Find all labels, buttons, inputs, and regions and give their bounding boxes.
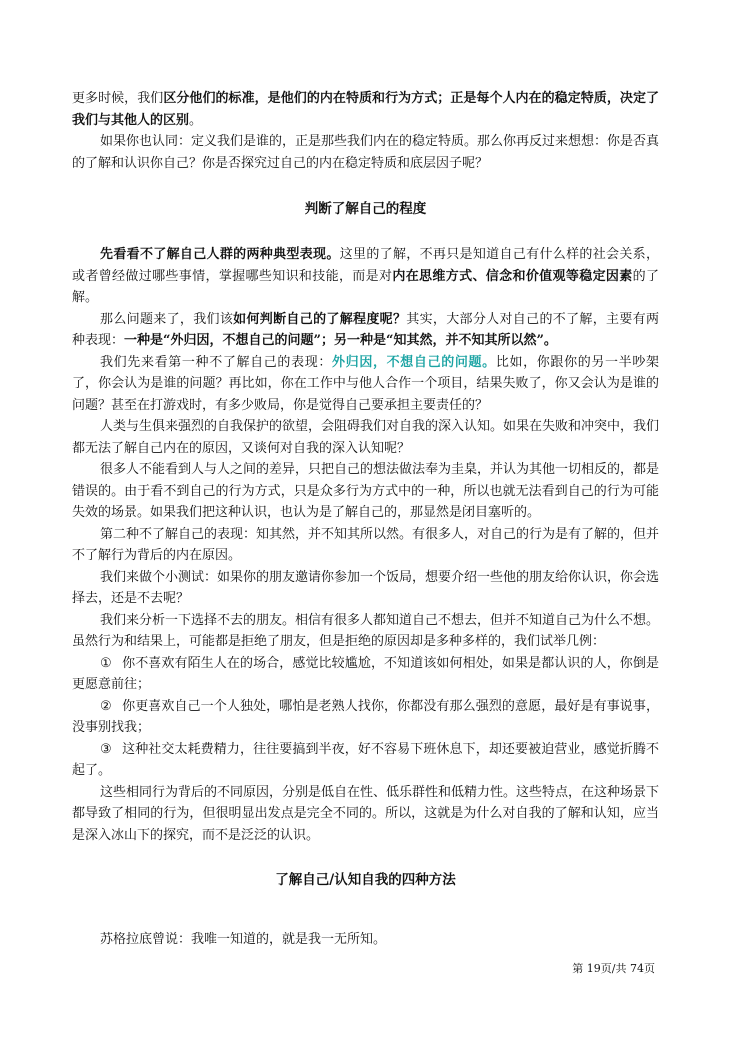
- paragraph-3: 先看看不了解自己人群的两种典型表现。这里的了解，不再只是知道自己有什么样的社会关系，或者曾经做过哪些事情，掌握哪些知识和技能，而是对内在思维方式、信念和价值观等稳定因素的了解。: [72, 247, 659, 305]
- paragraph-6: 人类与生俱来强烈的自我保护的欲望，会阻碍我们对自我的深入认知。如果在失败和冲突中，我们都无法了解自己内在的原因，又谈何对自我的深入认知呢？: [72, 419, 660, 456]
- bold-text: 区分他们的标准，是他们的内在特质和行为方式；正是每个人内在的稳定特质，决定了我们与其他人的区别: [72, 91, 659, 128]
- section-heading-judge: 判断了解自己的程度: [304, 201, 427, 217]
- paragraph-5: 我们先来看第一种不了解自己的表现：外归因，不想自己的问题。比如，你跟你的另一半吵架了，你会认为是谁的问题？再比如，你在工作中与他人合作一个项目，结果失败了，你又会认为是谁的问题？甚至在打游戏时，有多少败局，你是觉得自己要承担主要责任的？: [72, 354, 659, 413]
- list-item: ② 你更喜欢自己一个人独处，哪怕是老熟人找你，你都没有那么强烈的意愿，最好是有事说事，没事别找我；: [72, 698, 659, 735]
- highlight-text: 外归因，不想自己的问题。: [332, 354, 496, 370]
- page-number: 第 19页/共 74页: [572, 962, 655, 975]
- paragraph-9: 我们来做个小测试：如果你的朋友邀请你参加一个饭局，想要介绍一些他的朋友给你认识，你会选择去，还是不去呢？: [72, 569, 660, 606]
- document-page: [72, 88, 659, 951]
- paragraph-7: 很多人不能看到人与人之间的差异，只把自己的想法做法奉为圭臬，并认为其他一切相反的，都是错误的。由于看不到自己的行为方式，只是众多行为方式中的一种，所以也就无法看到自己的行为可能失效的场景。如果我们把这种认识，也认为是了解自己的，那显然是闭目塞听的。: [72, 462, 660, 520]
- paragraph-2: 如果你也认同：定义我们是谁的，正是那些我们内在的稳定特质。那么你再反过来想想：你是否真的了解和认识你自己？你是否探究过自己的内在稳定特质和底层因子呢？: [72, 134, 660, 171]
- paragraph-10: 我们来分析一下选择不去的朋友。相信有很多人都知道自己不想去，但并不知道自己为什么不想。虽然行为和结果上，可能都是拒绝了朋友，但是拒绝的原因却是多种多样的，我们试举几例：: [72, 612, 660, 649]
- paragraph-8: 第二种不了解自己的表现：知其然，并不知其所以然。有很多人，对自己的行为是有了解的，但并不了解行为背后的内在原因。: [72, 526, 660, 563]
- paragraph-1: 更多时候，我们区分他们的标准，是他们的内在特质和行为方式；正是每个人内在的稳定特质，决定了我们与其他人的区别。: [72, 91, 659, 128]
- paragraph-4: 那么问题来了，我们该如何判断自己的了解程度呢？其实，大部分人对自己的不了解，主要有两种表现：一种是“外归因，不想自己的问题”；另一种是“知其然，并不知其所以然”。: [72, 311, 659, 348]
- list-item: ③ 这种社交太耗费精力，往往要搞到半夜，好不容易下班休息下，却还要被迫营业，感觉折腾不起了。: [72, 741, 659, 778]
- paragraph-12: 苏格拉底曾说：我唯一知道的，就是我一无所知。: [100, 932, 387, 947]
- list-item: ① 你不喜欢有陌生人在的场合，感觉比较尴尬，不知道该如何相处，如果是都认识的人，你倒是更愿意前往；: [72, 655, 659, 692]
- paragraph-11: 这些相同行为背后的不同原因，分别是低自在性、低乐群性和低精力性。这些特点，在这种场景下都导致了相同的行为，但很明显出发点是完全不同的。所以，这就是为什么对自我的了解和认知，应当是深入冰山下的探究，而不是泛泛的认识。: [72, 784, 660, 843]
- section-heading-methods: 了解自己/认知自我的四种方法: [275, 872, 456, 888]
